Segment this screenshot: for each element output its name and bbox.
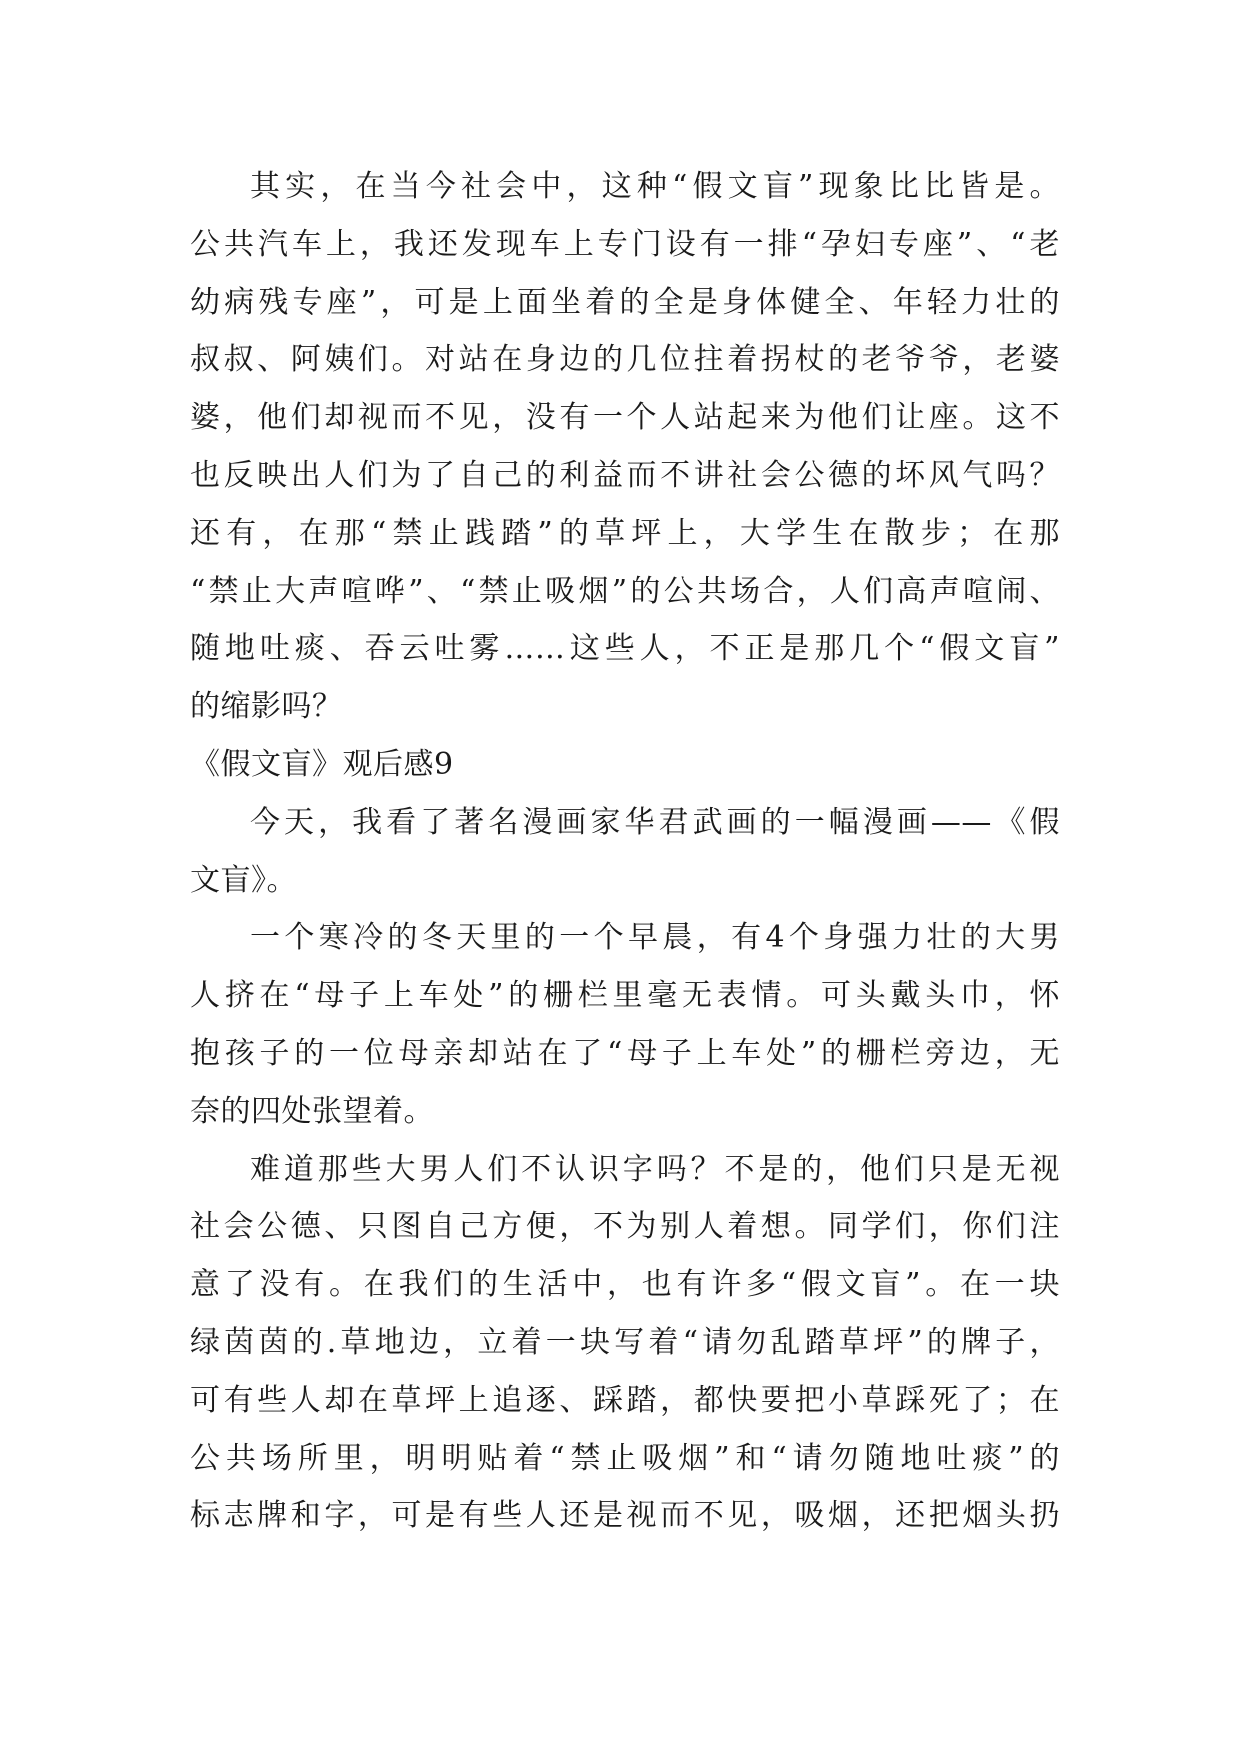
- text-line: 其实，在当今社会中，这种“假文盲”现象比比皆是。: [250, 169, 1060, 204]
- text-line: 绿茵茵的.草地边，立着一块写着“请勿乱踏草坪”的牌子，: [190, 1324, 1060, 1360]
- text-line: 难道那些大男人们不认识字吗？不是的，他们只是无视: [250, 1151, 1060, 1187]
- document-body: [190, 158, 1060, 1545]
- text-line: 公共场所里，明明贴着“禁止吸烟”和“请勿随地吐痰”的: [190, 1440, 1060, 1476]
- text-line: 婆，他们却视而不见，没有一个人站起来为他们让座。这不: [190, 400, 1060, 436]
- paragraph-2: [190, 794, 1060, 910]
- text-line: 叔叔、阿姨们。对站在身边的几位拄着拐杖的老爷爷，老婆: [190, 342, 1060, 378]
- paragraph-1: [190, 158, 1060, 736]
- text-line: 奈的四处张望着。: [190, 1093, 434, 1129]
- text-line: 也反映出人们为了自己的利益而不讲社会公德的坏风气吗？: [190, 457, 1060, 493]
- text-line: 人挤在“母子上车处”的栅栏里毫无表情。可头戴头巾，怀: [190, 978, 1060, 1014]
- text-line: “禁止大声喧哗”、“禁止吸烟”的公共场合，人们高声喧闹、: [190, 573, 1060, 609]
- text-line: 文盲》。: [190, 862, 297, 898]
- text-line: 今天，我看了著名漫画家华君武画的一幅漫画——《假: [250, 804, 1060, 840]
- text-line: 意了没有。在我们的生活中，也有许多“假文盲”。在一块: [190, 1267, 1060, 1303]
- paragraph-4: [190, 1141, 1060, 1546]
- paragraph-3: [190, 909, 1060, 1140]
- text-line: 还有，在那“禁止践踏”的草坪上，大学生在散步；在那: [190, 515, 1060, 551]
- text-line: 幼病残专座”，可是上面坐着的全是身体健全、年轻力壮的: [190, 284, 1060, 320]
- text-line: 抱孩子的一位母亲却站在了“母子上车处”的栅栏旁边，无: [190, 1035, 1060, 1071]
- text-line: 随地吐痰、吞云吐雾……这些人，不正是那几个“假文盲”: [190, 631, 1060, 667]
- text-line: 一个寒冷的冬天里的一个早晨，有4个身强力壮的大男: [250, 920, 1060, 956]
- section-heading: 《假文盲》观后感9: [190, 746, 454, 782]
- text-line: 公共汽车上，我还发现车上专门设有一排“孕妇专座”、“老: [190, 226, 1060, 262]
- text-line: 社会公德、只图自己方便，不为别人着想。同学们，你们注: [190, 1209, 1060, 1245]
- text-line: 可有些人却在草坪上追逐、踩踏，都快要把小草踩死了；在: [190, 1382, 1060, 1418]
- text-line: 标志牌和字，可是有些人还是视而不见，吸烟，还把烟头扔: [190, 1498, 1060, 1534]
- text-line: 的缩影吗？: [190, 689, 343, 725]
